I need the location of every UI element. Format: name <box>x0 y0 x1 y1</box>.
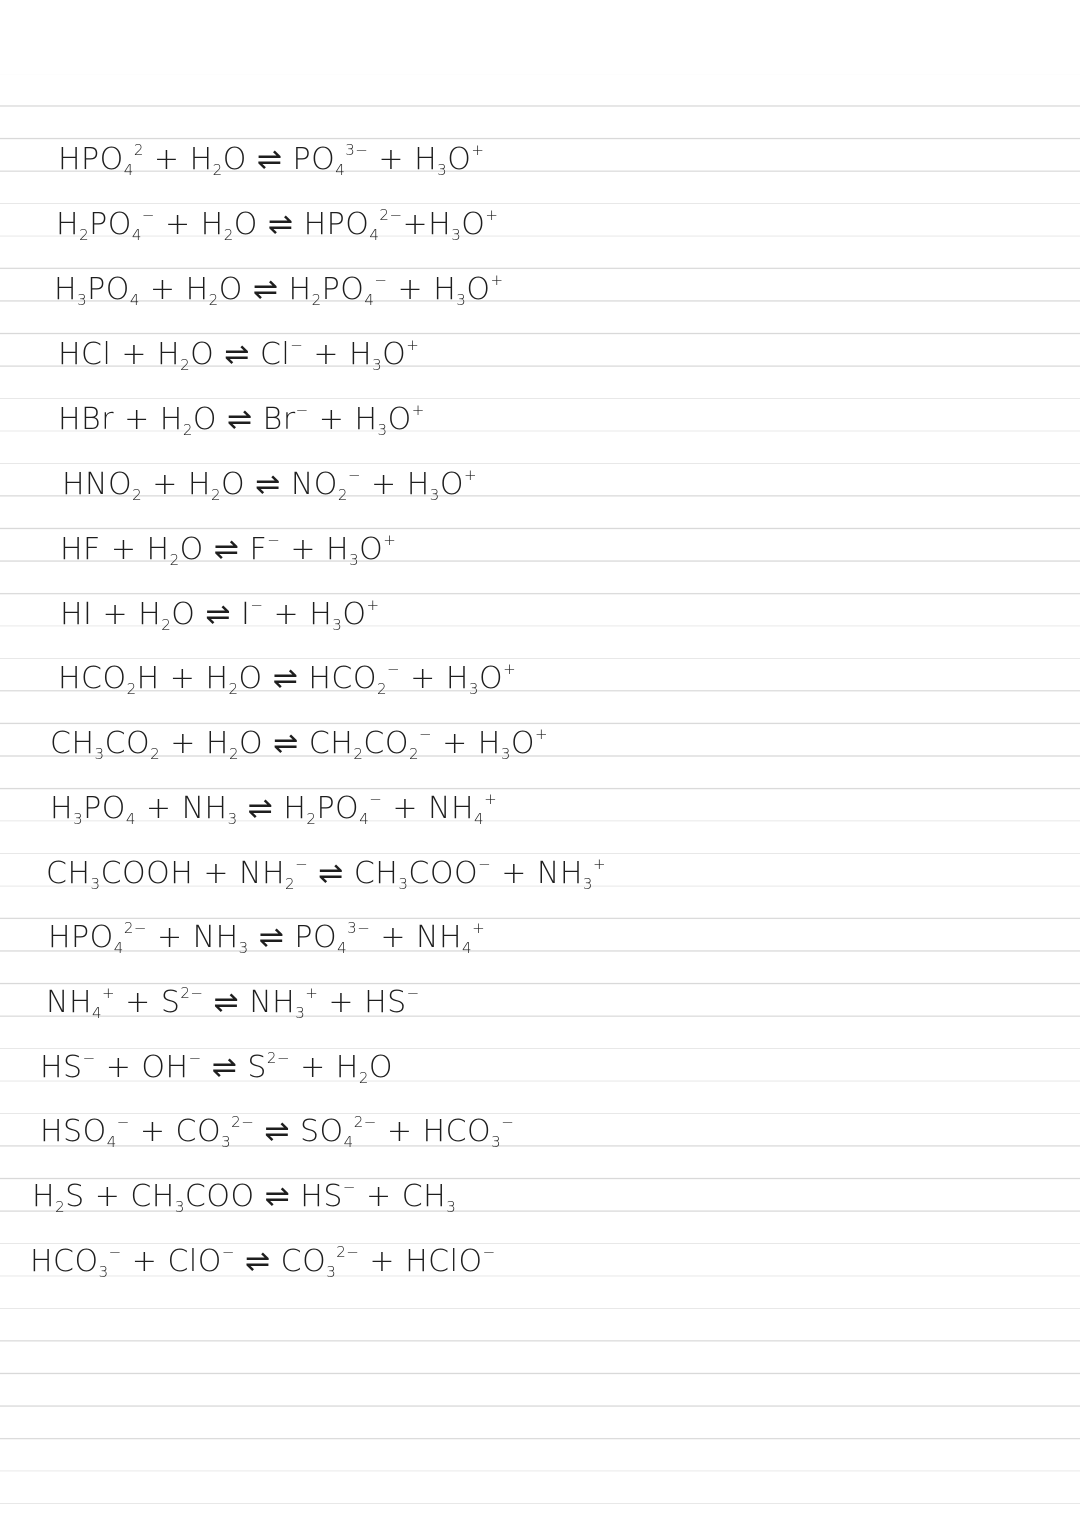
equation-line: $CH_3COOH + NH_2^-$ ⇌ $CH_3COO^- + NH_3^+$ <box>46 855 607 893</box>
equation-line: $HNO_2 + H_2O$ ⇌ $NO_2^- + H_3O^+$ <box>62 466 478 504</box>
equation-line: $H_2S + CH_3COO$ ⇌ $HS^- + CH_3$ <box>32 1178 457 1216</box>
equation-line: $NH_4^+ + S^{2-}$ ⇌ $NH_3^+ + HS^-$ <box>46 984 420 1022</box>
equation-line: $HCO_2H + H_2O$ ⇌ $HCO_2^- + H_3O^+$ <box>58 660 517 698</box>
equation-line: HBr + $H_2O$ ⇌ $Br^- + H_3O^+$ <box>58 401 425 439</box>
equation-line: $HPO_4^2 + H_2O$ ⇌ $PO_4^{3-} + H_3O^+$ <box>58 141 485 179</box>
equation-line: HCl + $H_2O$ ⇌ $Cl^- + H_3O^+$ <box>58 336 420 374</box>
equation-line: $HSO_4^- + CO_3^{2-}$ ⇌ $SO_4^{2-} + HCO_3^-$ <box>40 1113 515 1151</box>
equation-line: $HPO_4^{2-} + NH_3$ ⇌ $PO_4^{3-} + NH_4^+$ <box>48 919 486 957</box>
equation-line: $HCO_3^- + ClO^-$ ⇌ $CO_3^{2-}$ + HClO− <box>30 1243 496 1281</box>
equation-line: HI + $H_2O$ ⇌ $I^- + H_3O^+$ <box>60 596 380 634</box>
equation-line: $H_2PO_4^- + H_2O$ ⇌ $HPO_4^{2-}+H_3O^+$ <box>56 206 499 244</box>
equation-line: $H_3PO_4 + NH_3$ ⇌ $H_2PO_4^- + NH_4^+$ <box>50 790 498 828</box>
equation-line: $CH_3CO_2 + H_2O$ ⇌ $CH_2CO_2^- + H_3O^+$ <box>50 725 549 763</box>
equation-line: $H_3PO_4 + H_2O$ ⇌ $H_2PO_4^- + H_3O^+$ <box>54 271 504 309</box>
equation-line: HS− + OH− ⇌ $S^{2-} + H_2O$ <box>40 1049 393 1087</box>
equation-line: HF + $H_2O$ ⇌ $F^- + H_3O^+$ <box>60 531 397 569</box>
